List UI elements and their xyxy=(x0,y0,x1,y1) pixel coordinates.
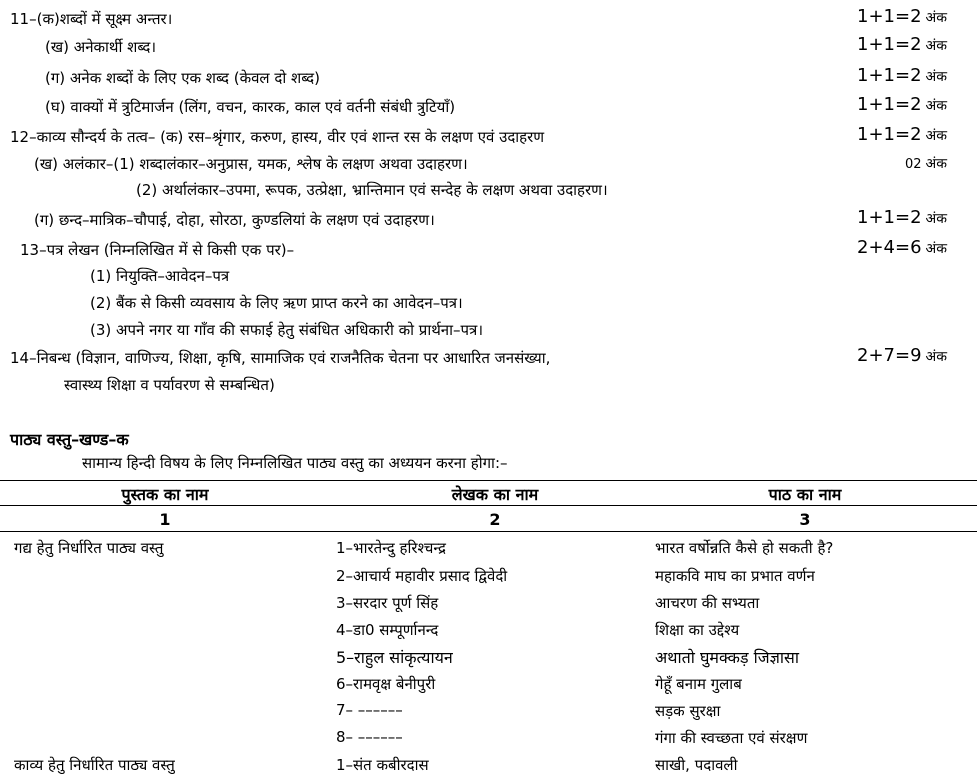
table-cell-lesson: गेहूँ बनाम गुलाब xyxy=(655,675,742,693)
syllabus-line-12: 12–काव्य सौन्दर्य के तत्व– (क) रस–श्रृंगार, करुण, हास्य, वीर एवं शान्त रस के लक्षण एवं उदाहरण xyxy=(10,128,545,146)
marks-unit: अंक xyxy=(925,10,947,26)
marks-value: 02 xyxy=(905,157,922,172)
column-number-3: 3 xyxy=(799,510,811,529)
table-cell-lesson: अथातो घुमक्कड़ जिज्ञासा xyxy=(655,648,799,667)
syllabus-line-13-3: (3) अपने नगर या गाँव की सफाई हेतु संबंधित अधिकारी को प्रार्थना–पत्र। xyxy=(90,321,484,339)
marks-unit: अंक xyxy=(925,211,947,227)
column-number-2: 2 xyxy=(489,510,501,529)
marks-unit: अंक xyxy=(925,349,947,365)
marks-value: 1+1=2 xyxy=(857,207,922,228)
marks-14 xyxy=(857,345,947,368)
syllabus-line-14: 14–निबन्ध (विज्ञान, वाणिज्य, शिक्षा, कृषि, सामाजिक एवं राजनैतिक चेतना पर आधारित जनसंख्या, xyxy=(10,349,551,367)
marks-12-kha xyxy=(905,153,947,176)
marks-unit: अंक xyxy=(925,241,947,257)
syllabus-line-14-cont: स्वास्थ्य शिक्षा व पर्यावरण से सम्बन्धित) xyxy=(64,376,275,394)
column-header-author: लेखक का नाम xyxy=(451,485,539,504)
marks-unit: अंक xyxy=(925,156,947,172)
marks-value: 2+7=9 xyxy=(857,345,922,366)
table-cell-lesson: भारत वर्षोन्नति कैसे हो सकती है? xyxy=(655,539,834,557)
syllabus-line-12-kha-2: (2) अर्थालंकार–उपमा, रूपक, उत्प्रेक्षा, भ्रान्तिमान एवं सन्देह के लक्षण अथवा उदाहरण। xyxy=(136,181,608,199)
marks-value: 1+1=2 xyxy=(857,65,922,86)
syllabus-line-11-kha: (ख) अनेकार्थी शब्द। xyxy=(45,38,157,56)
marks-unit: अंक xyxy=(925,128,947,144)
table-cell-author: 5–राहुल सांकृत्यायन xyxy=(336,648,453,667)
marks-value: 2+4=6 xyxy=(857,237,922,258)
section-heading: पाठ्य वस्तु–खण्ड–क xyxy=(10,430,129,449)
syllabus-line-13: 13–पत्र लेखन (निम्नलिखित में से किसी एक पर)– xyxy=(20,241,295,259)
table-number-rule xyxy=(0,531,977,532)
marks-unit: अंक xyxy=(925,98,947,114)
marks-11-ga xyxy=(857,65,947,88)
marks-11-gha xyxy=(857,94,947,117)
table-cell-author: 8– –––––– xyxy=(336,728,403,746)
syllabus-line-13-2: (2) बैंक से किसी व्यवसाय के लिए ऋण प्राप्त करने का आवेदन–पत्र। xyxy=(90,294,463,312)
column-number-1: 1 xyxy=(159,510,171,529)
marks-value: 1+1=2 xyxy=(857,34,922,55)
table-cell-author: 1–भारतेन्दु हरिश्चन्द्र xyxy=(336,539,447,557)
table-cell-book: गद्य हेतु निर्धारित पाठ्य वस्तु xyxy=(14,539,164,557)
table-cell-lesson: महाकवि माघ का प्रभात वर्णन xyxy=(655,567,815,585)
table-cell-lesson: आचरण की सभ्यता xyxy=(655,594,760,612)
syllabus-line-12-kha: (ख) अलंकार–(1) शब्दालंकार–अनुप्रास, यमक, श्लेष के लक्षण अथवा उदाहरण। xyxy=(34,155,468,173)
syllabus-line-11-ga: (ग) अनेक शब्दों के लिए एक शब्द (केवल दो शब्द) xyxy=(45,69,321,87)
table-cell-lesson: शिक्षा का उद्देश्य xyxy=(655,621,740,639)
marks-13 xyxy=(857,237,947,260)
table-top-rule xyxy=(0,480,977,481)
marks-12 xyxy=(857,124,947,147)
table-cell-author: 1–संत कबीरदास xyxy=(336,756,429,774)
marks-11-kha xyxy=(857,34,947,57)
syllabus-line-11-gha: (घ) वाक्यों में त्रुटिमार्जन (लिंग, वचन, कारक, काल एवं वर्तनी संबंधी त्रुटियाँ) xyxy=(45,98,456,116)
marks-unit: अंक xyxy=(925,69,947,85)
table-cell-author: 7– –––––– xyxy=(336,701,403,719)
syllabus-line-11: 11–(क)शब्दों में सूक्ष्म अन्तर। xyxy=(10,10,173,28)
section-intro: सामान्य हिन्दी विषय के लिए निम्नलिखित पाठ्य वस्तु का अध्ययन करना होगा:– xyxy=(82,454,508,472)
marks-value: 1+1=2 xyxy=(857,124,922,145)
column-header-book: पुस्तक का नाम xyxy=(121,485,209,504)
table-cell-lesson: सड़क सुरक्षा xyxy=(655,702,721,720)
syllabus-line-12-ga: (ग) छन्द–मात्रिक–चौपाई, दोहा, सोरठा, कुण्डलियां के लक्षण एवं उदाहरण। xyxy=(34,211,435,229)
marks-value: 1+1=2 xyxy=(857,6,922,27)
table-cell-author: 3–सरदार पूर्ण सिंह xyxy=(336,594,439,612)
table-header-rule xyxy=(0,505,977,506)
table-cell-lesson: साखी, पदावली xyxy=(655,756,738,774)
marks-11 xyxy=(857,6,947,29)
table-cell-author: 6–रामवृक्ष बेनीपुरी xyxy=(336,675,436,693)
syllabus-line-13-1: (1) नियुक्ति–आवेदन–पत्र xyxy=(90,267,230,285)
marks-value: 1+1=2 xyxy=(857,94,922,115)
table-cell-author: 4–डा0 सम्पूर्णानन्द xyxy=(336,621,439,639)
column-header-lesson: पाठ का नाम xyxy=(768,485,842,504)
table-cell-author: 2–आचार्य महावीर प्रसाद द्विवेदी xyxy=(336,567,508,585)
marks-12-ga xyxy=(857,207,947,230)
table-cell-book: काव्य हेतु निर्धारित पाठ्य वस्तु xyxy=(14,756,175,774)
table-cell-lesson: गंगा की स्वच्छता एवं संरक्षण xyxy=(655,729,808,747)
marks-unit: अंक xyxy=(925,38,947,54)
